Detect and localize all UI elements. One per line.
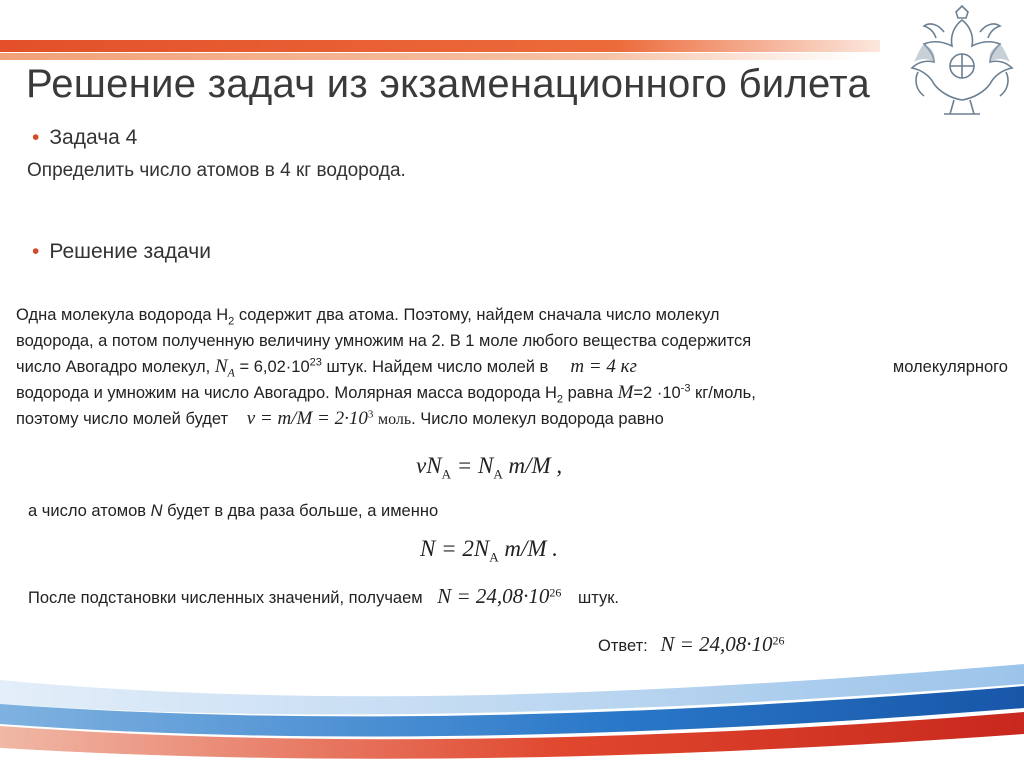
bullet-dot-icon: • (32, 240, 40, 263)
avogadro-value: = 6,02·10 (234, 358, 310, 376)
task-bullet (32, 126, 137, 150)
mass-formula: m = 4 кг (570, 356, 637, 377)
task-bullet-label: Задача 4 (49, 126, 138, 149)
line1-start: Одна молекула водорода Н (16, 306, 229, 324)
h2-subscript: 2 (228, 315, 235, 328)
atoms-formula (420, 536, 559, 565)
formula1-subscript: A (441, 466, 451, 482)
answer-label: Ответ: (598, 637, 648, 655)
line5-end: . Число молекул водорода равно (411, 410, 664, 428)
bullet-dot-icon: • (32, 126, 40, 149)
substitution-sentence (28, 584, 619, 609)
substitution-exponent: 26 (549, 585, 562, 600)
substitution-formula: N = 24,08·10 (437, 584, 550, 608)
slide-title: Решение задач из экзаменационного билета (26, 62, 870, 106)
line4-start: водорода и умножим на число Авогадро. Молярная масса водорода Н (16, 384, 557, 402)
formula1-subscript-2: A (493, 466, 503, 482)
paragraph-line (16, 406, 1008, 433)
atoms-line-start: а число атомов (28, 502, 151, 520)
moles-formula: ν = m/M = 2·10 (246, 408, 368, 429)
moles-unit: моль (377, 411, 412, 428)
line4-text (16, 380, 756, 406)
formula1-start: νN (416, 453, 442, 478)
line3-text (16, 354, 637, 380)
top-light-stripe (0, 53, 860, 60)
line1-text (16, 302, 720, 328)
line3-start: число Авогадро молекул, (16, 358, 215, 376)
line4-middle: равна (563, 384, 618, 402)
substitution-unit: штук. (577, 589, 620, 607)
molar-mass-exponent: -3 (680, 382, 691, 395)
bottom-wave-decoration (0, 660, 1024, 767)
formula2-subscript: A (489, 549, 499, 565)
double-headed-eagle-emblem-icon (904, 2, 1020, 120)
answer-line (598, 632, 785, 657)
solution-bullet-label: Решение задачи (49, 240, 211, 263)
line1-end: содержит два атома. Поэтому, найдем сначала число молекул (234, 306, 720, 324)
molecules-formula (416, 453, 563, 482)
molar-mass-value: =2 ·10 (633, 384, 681, 402)
paragraph-line (16, 380, 1008, 406)
molar-mass-symbol: M (617, 382, 634, 403)
avogadro-subscript: A (227, 365, 235, 380)
solution-bullet (32, 240, 211, 264)
avogadro-exponent: 23 (309, 356, 322, 369)
paragraph-line (16, 328, 1008, 354)
molar-mass-unit: кг/моль, (690, 384, 756, 402)
line3-end: молекулярного (892, 358, 1008, 376)
answer-exponent: 26 (772, 633, 785, 648)
avogadro-symbol: N (214, 356, 228, 377)
answer-formula: N = 24,08·10 (660, 632, 773, 656)
top-orange-stripe (0, 40, 880, 52)
substitution-text: После подстановки численных значений, получаем (28, 589, 423, 607)
solution-paragraph (16, 302, 1008, 433)
formula1-end: m/M , (502, 453, 563, 478)
task-statement: Определить число атомов в 4 кг водорода. (27, 160, 406, 181)
paragraph-line (16, 354, 1008, 380)
formula2-end: m/M . (498, 536, 559, 561)
atoms-line-end: будет в два раза больше, а именно (162, 502, 439, 520)
h2-subscript: 2 (556, 393, 564, 406)
moles-exponent: 3 (367, 408, 374, 421)
line5-start: поэтому число молей будет (16, 410, 229, 428)
line3-middle: штук. Найдем число молей в (321, 358, 549, 376)
atoms-symbol: N (150, 502, 163, 520)
formula2-start: N = 2N (420, 536, 490, 561)
atoms-sentence (28, 502, 438, 521)
line2-text: водорода, а потом полученную величину умножим на 2. В 1 моле любого вещества содержится (16, 332, 752, 350)
paragraph-line (16, 302, 1008, 328)
formula1-middle: = N (450, 453, 494, 478)
